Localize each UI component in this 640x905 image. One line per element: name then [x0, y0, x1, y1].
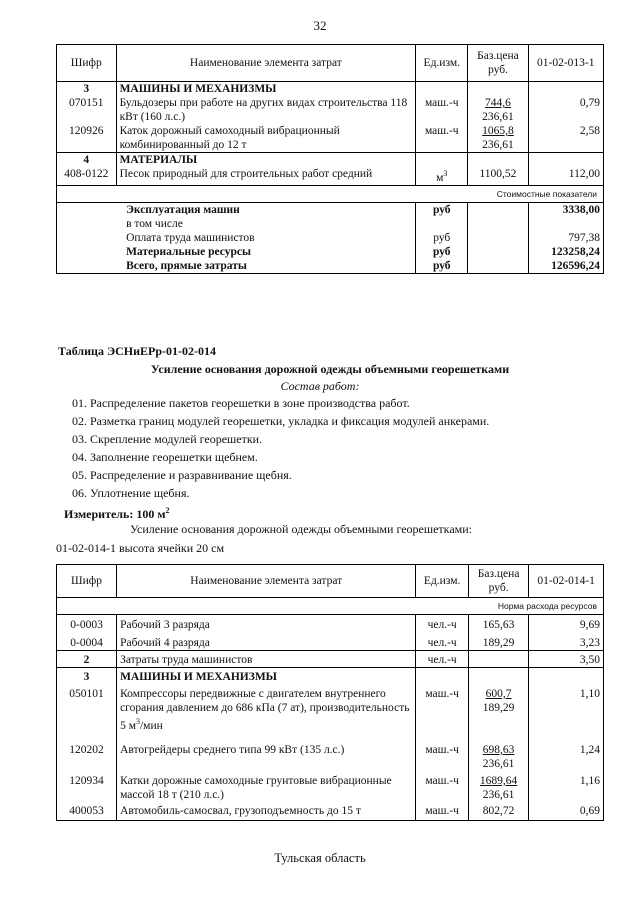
summary-row: Эксплуатация машин руб 3338,00 [57, 202, 604, 217]
header-price: Баз.цена руб. [468, 45, 528, 82]
cost-indicators-row: Стоимостные показатели [57, 185, 604, 202]
table-header [57, 45, 604, 82]
summary-row: Всего, прямые затраты руб 126596,24 [57, 259, 604, 274]
table-row: 400053 Автомобиль-самосвал, грузоподъемность до 15 т маш.-ч 802,72 0,69 [57, 802, 604, 821]
subtitle: Усиление основания дорожной одежды объемными георешетками: [130, 522, 472, 536]
header-name: Наименование элемента затрат [117, 565, 416, 598]
composition-heading: Состав работ: [280, 379, 360, 393]
norm-row: Норма расхода ресурсов [57, 598, 604, 615]
summary-row: Материальные ресурсы руб 123258,24 [57, 245, 604, 259]
table-row: 120202 Автогрейдеры среднего типа 99 кВт (135 л.с.) маш.-ч 698,63 236,61 1,24 [57, 733, 604, 771]
header-name: Наименование элемента затрат [116, 45, 416, 82]
section-heading: Усиление основания дорожной одежды объемными георешетками [150, 362, 510, 376]
work-step: 05. Распределение и разравнивание щебня. [72, 468, 292, 482]
header-price: Баз.цена руб. [468, 565, 528, 598]
header-col-code: 01-02-014-1 [529, 565, 604, 598]
header-code: Шифр [57, 45, 117, 82]
table-01-02-013 [56, 44, 604, 274]
table-header [57, 565, 604, 598]
table-row: 120926 Каток дорожный самоходный вибрационный комбинированный до 12 т маш.-ч 1065,8 236,61 2,58 [57, 124, 604, 153]
work-step: 03. Скрепление модулей георешетки. [72, 432, 263, 446]
table-row: 0-0003 Рабочий 3 разряда чел.-ч 165,63 9,69 [57, 615, 604, 633]
summary-row: в том числе [57, 217, 604, 231]
table-row: 0-0004 Рабочий 4 разряда чел.-ч 189,29 3,23 [57, 632, 604, 651]
header-unit: Ед.изм. [416, 45, 468, 82]
summary-row: Оплата труда машинистов руб 797,38 [57, 231, 604, 245]
header-code: Шифр [57, 565, 117, 598]
table-row: 120934 Катки дорожные самоходные грунтовые вибрационные массой 18 т (210 л.с.) маш.-ч 1689,64 236,61 1,16 [57, 771, 604, 802]
table-row: 070151 Бульдозеры при работе на других видах строительства 118 кВт (160 л.с.) маш.-ч 744,6 236,61 0,79 [57, 96, 604, 124]
table-title: Таблица ЭСНиЕРр-01-02-014 [58, 344, 217, 358]
section-row: 3 МАШИНЫ И МЕХАНИЗМЫ [57, 82, 604, 97]
variant-label: 01-02-014-1 высота ячейки 20 см [56, 541, 225, 555]
work-step: 02. Разметка границ модулей георешетки, укладка и фиксация модулей анкерами. [72, 414, 490, 428]
table-01-02-014 [56, 564, 604, 821]
work-step: 04. Заполнение георешетки щебнем. [72, 450, 258, 464]
header-col-code: 01-02-013-1 [528, 45, 603, 82]
header-unit: Ед.изм. [416, 565, 469, 598]
section-row: 3 МАШИНЫ И МЕХАНИЗМЫ [57, 668, 604, 685]
section-row: 4 МАТЕРИАЛЫ [57, 153, 604, 168]
page-number: 32 [313, 18, 327, 33]
work-step: 01. Распределение пакетов георешетки в зоне производства работ. [72, 396, 410, 410]
work-step: 06. Уплотнение щебня. [72, 486, 190, 500]
footer-region: Тульская область [274, 851, 366, 865]
table-row: 050101 Компрессоры передвижные с двигателем внутреннего сгорания давлением до 686 кПа (7 ат), производительность 5 $м^3$/мин маш.-ч 600,7 189,29 1,10 [57, 684, 604, 733]
table-row: 2 Затраты труда машинистов чел.-ч 3,50 [57, 651, 604, 668]
meter: Измеритель: 100 $м^2$ [64, 506, 170, 521]
table-row: 408-0122 Песок природный для строительных работ средний $м^3$ 1100,52 112,00 [57, 167, 604, 185]
